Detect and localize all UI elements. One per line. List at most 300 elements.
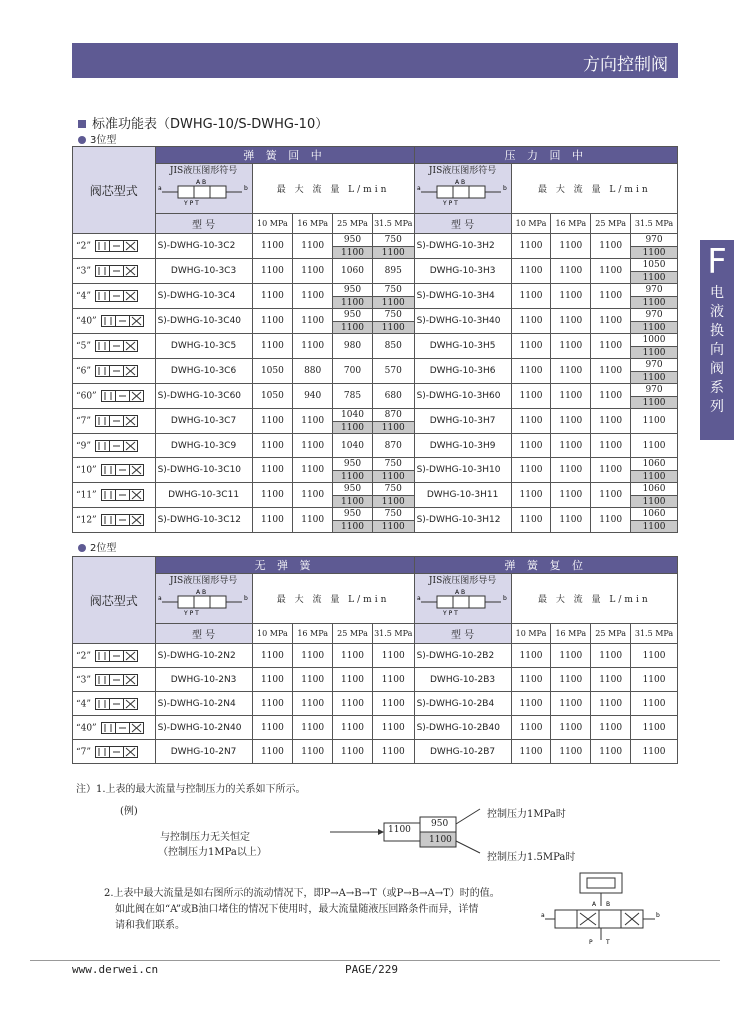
three-pos-table xyxy=(72,146,678,533)
spool-symbol-icon xyxy=(95,746,139,758)
right-flow-cell: 1100 xyxy=(551,668,591,692)
footer-page: PAGE/229 xyxy=(345,963,398,976)
left-flow-cell: 1050 xyxy=(252,359,293,384)
left-flow-cell: 1100 xyxy=(252,334,293,359)
jis-symbol-icon xyxy=(417,587,509,617)
spool-symbol-icon xyxy=(101,315,145,327)
jis-symbol-icon xyxy=(417,177,509,207)
left-flow-cell: 1100 xyxy=(293,692,333,716)
svg-text:Y P T: Y P T xyxy=(183,200,199,207)
left-flow-cell: 1100 xyxy=(252,458,293,483)
side-tab-text: 电液换向阀系列 xyxy=(710,285,724,415)
svg-text:b: b xyxy=(502,595,507,602)
right-flow-header: 最 大 流 量 L/min xyxy=(511,164,677,214)
right-flow-cell: 1100 xyxy=(631,434,678,458)
left-model-cell: DWHG-10-3C9 xyxy=(155,434,252,458)
right-flow-cell: 1100 xyxy=(511,716,551,740)
pressure-header: 31.5 MPa xyxy=(372,214,414,234)
right-model-header: 型 号 xyxy=(414,214,511,234)
right-flow-cell: 1100 xyxy=(551,384,591,409)
left-flow-cell: 950 1100 xyxy=(333,483,373,508)
right-model-cell: DWHG-10-2B7 xyxy=(414,740,511,764)
svg-text:a: a xyxy=(416,595,421,602)
table-row xyxy=(73,458,678,483)
left-jis-header: JIS液压图形符号 A B a b Y P T xyxy=(155,164,252,214)
spool-symbol-icon xyxy=(101,390,145,402)
left-flow-cell: 750 1100 xyxy=(372,234,414,259)
left-flow-cell: 1100 xyxy=(372,644,414,668)
spool-type-cell: “6” xyxy=(73,359,156,384)
left-flow-cell: 1060 xyxy=(333,259,373,284)
note-1: 注）1.上表的最大流量与控制压力的关系如下所示。 xyxy=(76,784,306,795)
pressure-header: 25 MPa xyxy=(333,214,373,234)
left-flow-cell: 1100 xyxy=(333,740,373,764)
left-flow-cell: 1100 xyxy=(293,740,333,764)
right-flow-cell: 1100 xyxy=(591,259,631,284)
side-tab xyxy=(700,240,734,440)
left-flow-cell: 1100 xyxy=(252,740,293,764)
left-model-cell: DWHG-10-2N7 xyxy=(155,740,252,764)
right-model-cell: S)-DWHG-10-3H10 xyxy=(414,458,511,483)
jis-symbol-icon xyxy=(158,587,250,617)
right-jis-header: JIS液压图形符号 A B a b Y P T xyxy=(414,164,511,214)
right-flow-cell: 1100 xyxy=(591,434,631,458)
left-flow-cell: 1100 xyxy=(252,692,293,716)
pressure-header: 16 MPa xyxy=(293,214,333,234)
left-flow-cell: 1040 1100 xyxy=(333,409,373,434)
right-flow-cell: 1100 xyxy=(631,668,678,692)
spool-type-header: 阀芯型式 xyxy=(73,557,156,644)
spool-symbol-icon xyxy=(95,240,139,252)
page-title: 方向控制阀 xyxy=(583,55,668,75)
right-flow-cell: 1100 xyxy=(591,483,631,508)
left-flow-cell: 950 1100 xyxy=(333,234,373,259)
left-flow-cell: 1100 xyxy=(293,644,333,668)
table-row xyxy=(73,483,678,508)
right-flow-cell: 1100 xyxy=(591,644,631,668)
left-model-cell: S)-DWHG-10-3C10 xyxy=(155,458,252,483)
right-flow-cell: 1100 xyxy=(591,384,631,409)
left-model-cell: DWHG-10-3C11 xyxy=(155,483,252,508)
right-flow-cell: 1100 xyxy=(551,458,591,483)
spool-type-cell: “11” xyxy=(73,483,156,508)
svg-text:A B: A B xyxy=(454,589,465,596)
spool-type-cell: “60” xyxy=(73,384,156,409)
circle-bullet-icon xyxy=(78,136,86,144)
right-flow-cell: 1100 xyxy=(511,483,551,508)
three-pos-subtitle: 3位型 xyxy=(78,131,116,146)
note-2-line-2: 如此阀在如“A”或B油口堵住的情况下使用时，最大流量随液压回路条件而异，详情 xyxy=(115,904,479,915)
left-model-cell: DWHG-10-2N3 xyxy=(155,668,252,692)
pressure-header: 31.5 MPa xyxy=(631,624,678,644)
pressure-header: 31.5 MPa xyxy=(631,214,678,234)
left-flow-cell: 940 xyxy=(293,384,333,409)
svg-text:A B: A B xyxy=(195,179,206,186)
right-flow-cell: 1100 xyxy=(551,434,591,458)
right-model-cell: S)-DWHG-10-2B2 xyxy=(414,644,511,668)
two-pos-subtitle: 2位型 xyxy=(78,539,116,554)
left-flow-cell: 570 xyxy=(372,359,414,384)
right-flow-cell: 1100 xyxy=(511,434,551,458)
table-row xyxy=(73,234,678,259)
table-row xyxy=(73,284,678,309)
left-flow-cell: 1100 xyxy=(293,716,333,740)
svg-text:Y P T: Y P T xyxy=(183,610,199,617)
left-flow-cell: 895 xyxy=(372,259,414,284)
right-model-cell: S)-DWHG-10-2B4 xyxy=(414,692,511,716)
pressure-header: 10 MPa xyxy=(511,624,551,644)
svg-text:T: T xyxy=(606,939,610,946)
left-flow-cell: 1100 xyxy=(252,508,293,533)
note-example: (例) xyxy=(120,806,138,817)
left-flow-cell: 1100 xyxy=(372,716,414,740)
right-flow-cell: 1100 xyxy=(631,644,678,668)
table-row xyxy=(73,716,678,740)
right-flow-cell: 1100 xyxy=(511,234,551,259)
spool-type-cell: “5” xyxy=(73,334,156,359)
right-flow-cell: 1100 xyxy=(511,284,551,309)
note-2-line-1: 2.上表中最大流量是如右图所示的流动情况下，即P→A→B→T（或P→B→A→T）时的值。 xyxy=(104,888,500,899)
right-flow-cell: 1100 xyxy=(591,508,631,533)
spool-symbol-icon xyxy=(95,674,139,686)
right-model-cell: S)-DWHG-10-3H12 xyxy=(414,508,511,533)
right-jis-header: JIS液压图形导号 A B a b Y P T xyxy=(414,574,511,624)
spool-type-cell: “2” xyxy=(73,234,156,259)
note-left-1: 与控制压力无关恒定 xyxy=(160,832,250,843)
table-row xyxy=(73,384,678,409)
left-flow-cell: 870 1100 xyxy=(372,409,414,434)
left-flow-cell: 1100 xyxy=(293,508,333,533)
left-model-cell: S)-DWHG-10-2N4 xyxy=(155,692,252,716)
left-group-header: 无 弹 簧 xyxy=(155,557,414,574)
right-flow-cell: 1100 xyxy=(511,668,551,692)
left-model-cell: S)-DWHG-10-2N40 xyxy=(155,716,252,740)
right-flow-cell: 1100 xyxy=(591,334,631,359)
spool-symbol-icon xyxy=(95,415,139,427)
spool-type-cell: “3” xyxy=(73,668,156,692)
right-flow-cell: 1100 xyxy=(551,309,591,334)
right-model-cell: S)-DWHG-10-3H40 xyxy=(414,309,511,334)
left-model-header: 型 号 xyxy=(155,624,252,644)
two-pos-table xyxy=(72,556,678,764)
left-flow-cell: 1100 xyxy=(333,644,373,668)
left-model-cell: S)-DWHG-10-3C12 xyxy=(155,508,252,533)
left-flow-cell: 750 1100 xyxy=(372,284,414,309)
spool-type-cell: “7” xyxy=(73,409,156,434)
left-flow-cell: 1100 xyxy=(372,692,414,716)
table-row xyxy=(73,692,678,716)
right-flow-cell: 1050 1100 xyxy=(631,259,678,284)
spool-symbol-icon xyxy=(95,365,139,377)
right-flow-cell: 1100 xyxy=(551,508,591,533)
table-row xyxy=(73,409,678,434)
table-row xyxy=(73,740,678,764)
spool-symbol-icon xyxy=(101,464,145,476)
right-flow-cell: 1100 xyxy=(591,359,631,384)
spool-type-cell: “10” xyxy=(73,458,156,483)
left-flow-cell: 1100 xyxy=(252,434,293,458)
spool-type-cell: “12” xyxy=(73,508,156,533)
left-flow-cell: 1100 xyxy=(252,309,293,334)
right-flow-cell: 1100 xyxy=(591,409,631,434)
left-flow-cell: 1100 xyxy=(293,309,333,334)
section-title: 标准功能表（DWHG-10/S-DWHG-10） xyxy=(78,113,328,132)
pressure-header: 25 MPa xyxy=(591,214,631,234)
left-flow-cell: 700 xyxy=(333,359,373,384)
pressure-header: 10 MPa xyxy=(252,624,293,644)
spool-symbol-icon xyxy=(95,698,139,710)
right-flow-cell: 970 1100 xyxy=(631,359,678,384)
svg-text:b: b xyxy=(656,912,660,919)
spool-type-cell: “7” xyxy=(73,740,156,764)
left-flow-cell: 1100 xyxy=(252,259,293,284)
left-model-cell: S)-DWHG-10-3C60 xyxy=(155,384,252,409)
right-flow-cell: 1100 xyxy=(631,716,678,740)
left-flow-cell: 1100 xyxy=(293,668,333,692)
table-row xyxy=(73,644,678,668)
right-model-cell: S)-DWHG-10-2B40 xyxy=(414,716,511,740)
spool-type-cell: “2” xyxy=(73,644,156,668)
table-row xyxy=(73,359,678,384)
spool-type-cell: “4” xyxy=(73,692,156,716)
svg-text:b: b xyxy=(243,595,248,602)
spool-symbol-icon xyxy=(95,650,139,662)
right-flow-cell: 1100 xyxy=(631,692,678,716)
right-flow-cell: 1100 xyxy=(551,483,591,508)
right-group-header: 压 力 回 中 xyxy=(414,147,677,164)
left-flow-cell: 1100 xyxy=(252,668,293,692)
square-bullet-icon xyxy=(78,120,86,128)
spool-type-cell: “9” xyxy=(73,434,156,458)
example-right-bottom: 控制压力1.5MPa时 xyxy=(487,852,576,863)
right-model-cell: S)-DWHG-10-3H60 xyxy=(414,384,511,409)
valve-flow-diagram xyxy=(540,868,665,948)
left-flow-header: 最 大 流 量 L/min xyxy=(252,164,414,214)
right-flow-cell: 1100 xyxy=(511,334,551,359)
left-model-cell: DWHG-10-3C6 xyxy=(155,359,252,384)
table-row xyxy=(73,309,678,334)
right-model-cell: DWHG-10-3H5 xyxy=(414,334,511,359)
pressure-header: 31.5 MPa xyxy=(372,624,414,644)
right-flow-cell: 1100 xyxy=(631,740,678,764)
left-flow-cell: 950 1100 xyxy=(333,284,373,309)
right-flow-cell: 1100 xyxy=(591,740,631,764)
left-flow-cell: 680 xyxy=(372,384,414,409)
left-flow-cell: 950 1100 xyxy=(333,458,373,483)
left-flow-cell: 750 1100 xyxy=(372,309,414,334)
left-flow-cell: 1100 xyxy=(252,234,293,259)
left-flow-cell: 750 1100 xyxy=(372,508,414,533)
right-model-cell: DWHG-10-3H7 xyxy=(414,409,511,434)
left-flow-cell: 980 xyxy=(333,334,373,359)
left-model-cell: S)-DWHG-10-3C2 xyxy=(155,234,252,259)
svg-text:B: B xyxy=(606,901,611,908)
spool-type-cell: “3” xyxy=(73,259,156,284)
left-model-cell: DWHG-10-3C5 xyxy=(155,334,252,359)
left-flow-cell: 1100 xyxy=(372,668,414,692)
circle-bullet-icon xyxy=(78,544,86,552)
right-flow-cell: 1100 xyxy=(551,359,591,384)
svg-text:a: a xyxy=(157,595,162,602)
spool-symbol-icon xyxy=(95,290,139,302)
example-value-top: 950 xyxy=(431,819,449,829)
side-tab-letter: F xyxy=(707,242,727,282)
right-flow-cell: 970 1100 xyxy=(631,284,678,309)
spool-type-cell: “4” xyxy=(73,284,156,309)
left-model-cell: DWHG-10-3C7 xyxy=(155,409,252,434)
example-value: 1100 xyxy=(388,825,411,835)
svg-text:A: A xyxy=(592,901,597,908)
left-flow-cell: 950 1100 xyxy=(333,309,373,334)
spool-symbol-icon xyxy=(95,340,139,352)
svg-text:b: b xyxy=(502,185,507,192)
pressure-header: 10 MPa xyxy=(252,214,293,234)
left-flow-cell: 1100 xyxy=(333,692,373,716)
left-model-cell: S)-DWHG-10-3C40 xyxy=(155,309,252,334)
right-flow-cell: 1100 xyxy=(591,716,631,740)
left-flow-cell: 1100 xyxy=(252,716,293,740)
svg-text:P: P xyxy=(589,939,593,946)
right-flow-cell: 1100 xyxy=(551,234,591,259)
right-model-cell: S)-DWHG-10-3H2 xyxy=(414,234,511,259)
left-flow-cell: 1100 xyxy=(252,483,293,508)
right-flow-cell: 1100 xyxy=(551,644,591,668)
right-flow-cell: 970 1100 xyxy=(631,309,678,334)
svg-text:a: a xyxy=(416,185,421,192)
svg-text:A B: A B xyxy=(195,589,206,596)
table-row xyxy=(73,259,678,284)
right-flow-cell: 1100 xyxy=(511,458,551,483)
left-flow-cell: 1100 xyxy=(293,434,333,458)
spool-type-cell: “40” xyxy=(73,716,156,740)
left-flow-cell: 750 1100 xyxy=(372,483,414,508)
left-model-cell: DWHG-10-3C3 xyxy=(155,259,252,284)
left-model-header: 型 号 xyxy=(155,214,252,234)
spool-symbol-icon xyxy=(101,489,145,501)
table-row xyxy=(73,434,678,458)
pressure-header: 10 MPa xyxy=(511,214,551,234)
left-flow-cell: 1100 xyxy=(293,409,333,434)
right-flow-cell: 970 1100 xyxy=(631,234,678,259)
pressure-header: 16 MPa xyxy=(551,214,591,234)
left-flow-cell: 1100 xyxy=(293,284,333,309)
right-flow-header: 最 大 流 量 L/min xyxy=(511,574,677,624)
right-flow-cell: 1100 xyxy=(591,668,631,692)
header-bar xyxy=(72,43,678,78)
spool-symbol-icon xyxy=(101,722,145,734)
jis-symbol-icon xyxy=(158,177,250,207)
note-2-line-3: 请和我们联系。 xyxy=(115,920,185,931)
right-flow-cell: 1100 xyxy=(591,458,631,483)
right-model-cell: DWHG-10-3H3 xyxy=(414,259,511,284)
right-flow-cell: 1100 xyxy=(511,384,551,409)
left-flow-cell: 1100 xyxy=(252,409,293,434)
right-flow-cell: 1100 xyxy=(511,309,551,334)
spool-type-cell: “40” xyxy=(73,309,156,334)
left-flow-cell: 1100 xyxy=(293,458,333,483)
right-flow-cell: 1100 xyxy=(511,692,551,716)
right-flow-cell: 1100 xyxy=(551,692,591,716)
left-flow-cell: 1050 xyxy=(252,384,293,409)
left-flow-cell: 1100 xyxy=(293,334,333,359)
left-flow-cell: 1100 xyxy=(293,259,333,284)
left-flow-cell: 1100 xyxy=(333,668,373,692)
right-flow-cell: 1100 xyxy=(591,284,631,309)
right-flow-cell: 1100 xyxy=(551,740,591,764)
right-group-header: 弹 簧 复 位 xyxy=(414,557,677,574)
left-model-cell: S)-DWHG-10-3C4 xyxy=(155,284,252,309)
left-flow-cell: 1100 xyxy=(293,234,333,259)
svg-text:Y P T: Y P T xyxy=(442,200,458,207)
spool-type-header: 阀芯型式 xyxy=(73,147,156,234)
left-flow-cell: 1100 xyxy=(293,483,333,508)
example-value-bottom: 1100 xyxy=(429,835,452,845)
right-flow-cell: 1060 1100 xyxy=(631,458,678,483)
spool-symbol-icon xyxy=(101,514,145,526)
right-model-cell: DWHG-10-2B3 xyxy=(414,668,511,692)
left-flow-cell: 870 xyxy=(372,434,414,458)
left-flow-header: 最 大 流 量 L/min xyxy=(252,574,414,624)
spool-symbol-icon xyxy=(95,265,139,277)
left-model-cell: S)-DWHG-10-2N2 xyxy=(155,644,252,668)
left-flow-cell: 750 1100 xyxy=(372,458,414,483)
pressure-header: 16 MPa xyxy=(293,624,333,644)
right-flow-cell: 1100 xyxy=(511,644,551,668)
right-model-cell: DWHG-10-3H11 xyxy=(414,483,511,508)
note-left-2: （控制压力1MPa以上） xyxy=(158,847,267,858)
pressure-header: 25 MPa xyxy=(591,624,631,644)
right-model-cell: DWHG-10-3H9 xyxy=(414,434,511,458)
left-group-header: 弹 簧 回 中 xyxy=(155,147,414,164)
right-flow-cell: 1100 xyxy=(511,259,551,284)
example-right-top: 控制压力1MPa时 xyxy=(487,809,566,820)
pressure-header: 16 MPa xyxy=(551,624,591,644)
pressure-header: 25 MPa xyxy=(333,624,373,644)
left-flow-cell: 1100 xyxy=(252,284,293,309)
table-row xyxy=(73,508,678,533)
right-flow-cell: 1100 xyxy=(591,234,631,259)
right-flow-cell: 1100 xyxy=(511,409,551,434)
left-flow-cell: 785 xyxy=(333,384,373,409)
right-flow-cell: 1100 xyxy=(511,740,551,764)
right-flow-cell: 1060 1100 xyxy=(631,508,678,533)
left-flow-cell: 850 xyxy=(372,334,414,359)
svg-text:b: b xyxy=(243,185,248,192)
right-flow-cell: 1100 xyxy=(551,334,591,359)
left-flow-cell: 950 1100 xyxy=(333,508,373,533)
svg-text:a: a xyxy=(157,185,162,192)
right-flow-cell: 970 1100 xyxy=(631,384,678,409)
svg-text:Y P T: Y P T xyxy=(442,610,458,617)
right-flow-cell: 1100 xyxy=(591,692,631,716)
right-flow-cell: 1100 xyxy=(551,716,591,740)
svg-text:a: a xyxy=(541,912,545,919)
right-flow-cell: 1100 xyxy=(631,409,678,434)
left-flow-cell: 1100 xyxy=(372,740,414,764)
right-flow-cell: 1000 1100 xyxy=(631,334,678,359)
right-flow-cell: 1100 xyxy=(591,309,631,334)
table-row xyxy=(73,334,678,359)
footer-url: www.derwei.cn xyxy=(72,963,159,976)
svg-text:A B: A B xyxy=(454,179,465,186)
left-flow-cell: 1100 xyxy=(333,716,373,740)
left-flow-cell: 880 xyxy=(293,359,333,384)
spool-symbol-icon xyxy=(95,440,139,452)
left-jis-header: JIS液压图形导号 A B a b Y P T xyxy=(155,574,252,624)
right-flow-cell: 1060 1100 xyxy=(631,483,678,508)
right-model-cell: S)-DWHG-10-3H4 xyxy=(414,284,511,309)
right-flow-cell: 1100 xyxy=(551,409,591,434)
